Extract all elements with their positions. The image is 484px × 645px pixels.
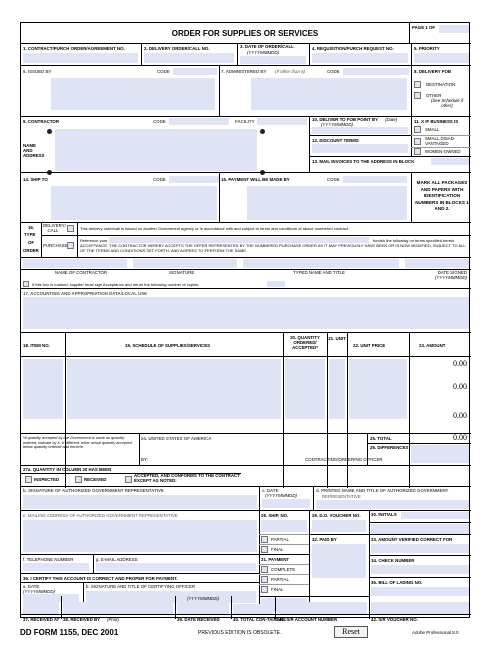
- fob-other-checkbox[interactable]: [414, 92, 421, 99]
- block-16-order: ORDER: [23, 248, 39, 253]
- block-16-of: OF: [28, 240, 35, 245]
- ship-final-label: FINAL: [271, 547, 284, 552]
- ship-partial-checkbox[interactable]: [261, 536, 268, 543]
- block-2-label: 2. DELIVERY ORDER/CALL NO.: [144, 46, 210, 51]
- block-41-label: 41. S/R ACCOUNT NUMBER: [279, 617, 338, 622]
- block-39-format: (YYYYMMMDD): [187, 596, 219, 601]
- email-label: g. E-MAIL ADDRESS: [96, 557, 138, 562]
- fob-note: (See Schedule if other): [430, 98, 464, 108]
- typed-name-label: TYPED NAME AND TITLE: [293, 270, 345, 275]
- payment-partial-checkbox[interactable]: [261, 576, 268, 583]
- contracting-officer-label: CONTRACTING/ORDERING OFFICER: [305, 457, 383, 462]
- block-17-label: 17. ACCOUNTING AND APPROPRIATION DATA/LOCAL USE: [23, 291, 148, 296]
- typed-name-field[interactable]: [243, 259, 399, 268]
- block-14-label: 14. SHIP TO: [23, 177, 48, 182]
- name-address-3: ADDRESS: [23, 153, 45, 158]
- payment-final-checkbox[interactable]: [261, 586, 268, 593]
- delivery-call-checkbox[interactable]: [67, 225, 74, 232]
- disadvantaged-label: SMALL DISAD-VANTAGED: [425, 136, 456, 146]
- signature-label: SIGNATURE: [169, 270, 195, 275]
- sr-voucher-field[interactable]: [371, 602, 469, 614]
- fob-destination-label: DESTINATION: [426, 82, 456, 87]
- schedule-field[interactable]: [67, 359, 281, 419]
- ship-partial-label: PARTIAL: [271, 537, 289, 542]
- block-31-label: 31. PAYMENT: [261, 557, 290, 562]
- gov-rep-signature-field[interactable]: [23, 495, 257, 509]
- block-10-note: (Date): [385, 117, 398, 122]
- issued-by-code-field[interactable]: [173, 68, 217, 75]
- block-36a-label: a. DATE: [23, 584, 40, 589]
- inspected-checkbox[interactable]: [25, 476, 32, 483]
- telephone-label: f. TELEPHONE NUMBER: [23, 557, 74, 562]
- block-6-label: 6. ISSUED BY: [23, 69, 52, 74]
- block-37-label: 37. RECEIVED AT: [23, 617, 60, 622]
- small-business-label: SMALL: [425, 127, 440, 132]
- block-13-label: 13. MAIL INVOICES TO THE ADDRESS IN BLOCK: [312, 159, 415, 164]
- block-3-label: 3. DATE OF ORDER/CALL: [240, 44, 294, 49]
- block-19-label: 19. SCHEDULE OF SUPPLIES/SERVICES: [125, 343, 211, 348]
- received-checkbox[interactable]: [75, 476, 82, 483]
- name-of-contractor-label: NAME OF CONTRACTOR: [55, 270, 108, 275]
- block-10-label: 10. DELIVER TO FOB POINT BY: [312, 117, 379, 122]
- order-form: [20, 22, 470, 622]
- inspected-label: INSPECTED: [34, 477, 60, 482]
- bill-of-lading-field[interactable]: [371, 587, 469, 596]
- block-24-label: 24. UNITED STATES OF AMERICA: [141, 436, 212, 441]
- block-20-label: 20. QUANTITY ORDERED/ ACCEPTED*: [290, 335, 320, 350]
- purchase-checkbox[interactable]: [67, 242, 74, 249]
- administered-by-code-field[interactable]: [343, 68, 409, 75]
- corner-dot: [47, 129, 52, 134]
- block-15-label: 15. PAYMENT WILL BE MADE BY: [221, 177, 290, 182]
- block-36b-label: b. SIGNATURE AND TITLE OF CERTIFYING OFFICER: [86, 584, 196, 589]
- form-id: DD FORM 1155, DEC 2001: [20, 628, 119, 637]
- delivery-call-label: DELIVERY/ CALL: [43, 223, 66, 233]
- facility-label: FACILITY: [235, 119, 255, 124]
- order-date-field[interactable]: [240, 56, 306, 64]
- facility-field[interactable]: [257, 118, 307, 125]
- amount-value: 0.00: [453, 382, 467, 391]
- quantity-field[interactable]: [285, 359, 325, 419]
- block-10-format: (YYYYMMMDD): [321, 122, 353, 127]
- block-14-code: CODE: [153, 177, 166, 182]
- ship-final-checkbox[interactable]: [261, 546, 268, 553]
- voucher-number-field[interactable]: [312, 520, 366, 532]
- mark-all-note: MARK ALL PACKAGES AND PAPERS WITH IDENTIFICATION NUMBERS IN BLOCKS 1 AND 2.: [415, 180, 469, 211]
- administered-by-field[interactable]: [251, 78, 407, 110]
- payment-complete-label: COMPLETE: [271, 567, 296, 572]
- payment-code-field[interactable]: [343, 176, 407, 183]
- contractor-code-field[interactable]: [169, 118, 229, 125]
- email-field[interactable]: [96, 563, 256, 571]
- block-30-label: 30. INITIALS: [371, 512, 397, 517]
- copies-count-field[interactable]: [267, 281, 285, 287]
- block-27a-label: 27a. QUANTITY IN COLUMN 20 HAS BEEN: [23, 467, 112, 472]
- amount-value: 0.00: [453, 359, 467, 368]
- payment-partial-label: PARTIAL: [271, 577, 289, 582]
- obsolete-note: PREVIOUS EDITION IS OBSOLETE.: [198, 630, 282, 636]
- block-27e-label: e. MAILING ADDRESS OF AUTHORIZED GOVERNMENT REPRESENTATIVE: [23, 513, 178, 518]
- quantity-note: *If quantity accepted by the Government is same as quantity ordered, indicate by X. If different, enter actual quantity accepted below quantity ordered and encircle.: [23, 436, 132, 449]
- block-29-label: 29. D.O. VOUCHER NO.: [312, 513, 361, 518]
- contract-number-field[interactable]: [23, 53, 138, 63]
- contractor-address-field[interactable]: [55, 129, 257, 171]
- block-16-type: TYPE: [24, 232, 36, 237]
- date-signed-field[interactable]: [405, 259, 469, 268]
- accounting-data-field[interactable]: [23, 297, 469, 329]
- reset-button[interactable]: Reset: [334, 626, 368, 638]
- payment-final-label: FINAL: [271, 587, 284, 592]
- contractor-signature-field[interactable]: [133, 259, 237, 268]
- fob-other-label: OTHER: [426, 93, 442, 98]
- corner-dot: [260, 129, 265, 134]
- item-number-field[interactable]: [23, 359, 63, 419]
- block-7-note: (If other than 6): [275, 69, 306, 74]
- total-containers-field[interactable]: [233, 604, 273, 614]
- block-39-label: 39. DATE RECEIVED: [177, 617, 220, 622]
- unit-field[interactable]: [329, 359, 345, 419]
- initials-field[interactable]: [401, 512, 469, 519]
- ship-number-field[interactable]: [261, 520, 307, 532]
- accepted-checkbox[interactable]: [125, 476, 132, 483]
- gov-rep-address-field[interactable]: [23, 520, 257, 552]
- initials-detail-field[interactable]: [371, 524, 469, 534]
- delivery-order-field[interactable]: [144, 53, 234, 63]
- block-16-num: 16.: [27, 225, 35, 230]
- block-26-label: 26. DIFFERENCES: [370, 445, 409, 450]
- block-18-label: 18. ITEM NO.: [23, 343, 50, 348]
- block-12-label: 12. DISCOUNT TERMS: [312, 138, 359, 143]
- block-8-label: 8. DELIVERY FOB: [414, 69, 452, 74]
- invoice-block-field[interactable]: [431, 158, 469, 165]
- block-3-format: (YYYYMMMDD): [247, 50, 279, 55]
- block-9-label: 9. CONTRACTOR: [23, 119, 60, 124]
- small-business-checkbox[interactable]: [414, 126, 421, 133]
- block-27d-label: d. PRINTED NAME AND TITLE OF AUTHORIZED GOVERNMENT: [316, 488, 449, 493]
- block-27c-format: (YYYYMMMDD): [265, 493, 297, 498]
- reference-your-label: Reference your: [80, 238, 108, 243]
- discount-terms-field[interactable]: [312, 144, 408, 153]
- block-25-label: 25. TOTAL: [370, 436, 392, 441]
- payment-complete-checkbox[interactable]: [261, 566, 268, 573]
- by-label: BY:: [141, 457, 148, 462]
- differences-field[interactable]: [411, 445, 469, 463]
- block-4-label: 4. REQUISITION/PURCH REQUEST NO.: [312, 46, 394, 51]
- block-23-label: 23. AMOUNT: [419, 343, 446, 348]
- receipt-row: [20, 596, 470, 618]
- block-5-label: 5. PRIORITY: [414, 46, 440, 51]
- furnish-text: furnish the following on terms specified herein.: [373, 238, 456, 243]
- payment-by-field[interactable]: [247, 186, 407, 220]
- block-38-note: (Print): [107, 617, 119, 622]
- block-27d-label-2: REPRESENTATIVE: [322, 494, 361, 499]
- if-box-marked-text: If this box is marked, supplier must sign Acceptance and return the following number of copies:: [32, 282, 200, 287]
- block-36a-format: (YYYYMMMDD): [23, 589, 55, 594]
- acceptance-text: ACCEPTANCE. THE CONTRACTOR HEREBY ACCEPTS THE OFFER REPRESENTED BY THE NUMBERED PURCHASE ORDER AS IT MAY PREVIOUSLY HAVE BEEN OR IS NOW MODIFIED, SUBJECT TO ALL OF THE TERMS AND CONDITIONS SET FORTH, AND AGREES TO PERFORM THE SAME.: [80, 243, 466, 253]
- check-number-field[interactable]: [371, 565, 469, 574]
- unit-price-field[interactable]: [349, 359, 407, 419]
- block-22-label: 22. UNIT PRICE: [353, 343, 386, 348]
- block-7-label: 7. ADMINISTERED BY: [221, 69, 267, 74]
- block-27b-label: b. SIGNATURE OF AUTHORIZED GOVERNMENT REPRESENTATIVE: [23, 488, 164, 493]
- name-address-2: AND: [23, 148, 33, 153]
- block-15-code: CODE: [327, 177, 340, 182]
- received-at-field[interactable]: [23, 602, 59, 614]
- ship-to-field[interactable]: [51, 186, 217, 220]
- requisition-field[interactable]: [312, 53, 408, 63]
- accepted-label: ACCEPTED, AND CONFORMS TO THE CONTRACT EXCEPT AS NOTED:: [134, 473, 240, 483]
- block-34-label: 34. CHECK NUMBER: [371, 558, 415, 563]
- block-6-code: CODE: [157, 69, 170, 74]
- block-36-label: 36. I CERTIFY THIS ACCOUNT IS CORRECT AND PROPER FOR PAYMENT.: [23, 576, 178, 581]
- fob-destination-checkbox[interactable]: [414, 81, 421, 88]
- sr-account-field[interactable]: [277, 602, 367, 614]
- deliver-by-field[interactable]: [312, 127, 408, 134]
- date-received-field[interactable]: [177, 603, 229, 614]
- block-42-label: 42. S/R VOUCHER NO.: [371, 617, 418, 622]
- women-owned-checkbox[interactable]: [414, 148, 421, 155]
- contractor-name-field[interactable]: [23, 259, 127, 268]
- block-21-label: 21. UNIT: [328, 336, 346, 341]
- ship-to-code-field[interactable]: [169, 176, 219, 183]
- form-title: ORDER FOR SUPPLIES OR SERVICES: [171, 29, 319, 38]
- block-32-label: 32. PAID BY: [312, 537, 337, 542]
- page-label: PAGE 1 OF: [412, 25, 436, 30]
- delivery-text: This delivery order/call is issued on another Government agency or in accordance with and subject to terms and conditions of above numbered contract.: [80, 226, 350, 231]
- block-35-label: 35. BILL OF LADING NO.: [371, 580, 423, 585]
- block-11-label: 11. X IF BUSINESS IS: [414, 119, 459, 124]
- disadvantaged-checkbox[interactable]: [414, 138, 421, 145]
- name-address-1: NAME: [23, 143, 36, 148]
- women-owned-label: WOMEN-OWNED: [425, 149, 461, 154]
- received-label: RECEIVED: [84, 477, 107, 482]
- amount-verified-field[interactable]: [371, 544, 469, 553]
- software-note: Adobe Professional 8.0: [412, 630, 459, 635]
- block-27c-label: c. DATE: [262, 488, 279, 493]
- gov-rep-date-field[interactable]: [262, 499, 310, 508]
- purchase-label: PURCHASE: [43, 243, 68, 248]
- date-signed-format: (YYYYMMMDD): [435, 275, 467, 280]
- issued-by-field[interactable]: [51, 78, 215, 110]
- priority-field[interactable]: [414, 53, 469, 63]
- total-amount-value: 0.00: [453, 433, 467, 442]
- telephone-field[interactable]: [23, 563, 89, 571]
- return-copies-checkbox[interactable]: [23, 281, 29, 287]
- gov-rep-name-field[interactable]: [316, 500, 469, 509]
- block-9-code: CODE: [153, 119, 166, 124]
- block-38-label: 38. RECEIVED BY: [63, 617, 101, 622]
- block-33-label: 33. AMOUNT VERIFIED CORRECT FOR: [371, 537, 453, 542]
- received-by-field[interactable]: [63, 602, 173, 614]
- date-signed-label: DATE SIGNED: [437, 270, 467, 275]
- amount-value: 0.00: [453, 411, 467, 420]
- block-1-label: 1. CONTRACT/PURCH ORDER/AGREEMENT NO.: [23, 46, 125, 51]
- block-7-code: CODE: [327, 69, 340, 74]
- block-40-label: 40. TOTAL CON-TAINERS: [233, 617, 286, 622]
- page-count-field[interactable]: [439, 25, 469, 33]
- block-28-label: 28. SHIP. NO.: [261, 513, 289, 518]
- paid-by-field[interactable]: [312, 544, 366, 578]
